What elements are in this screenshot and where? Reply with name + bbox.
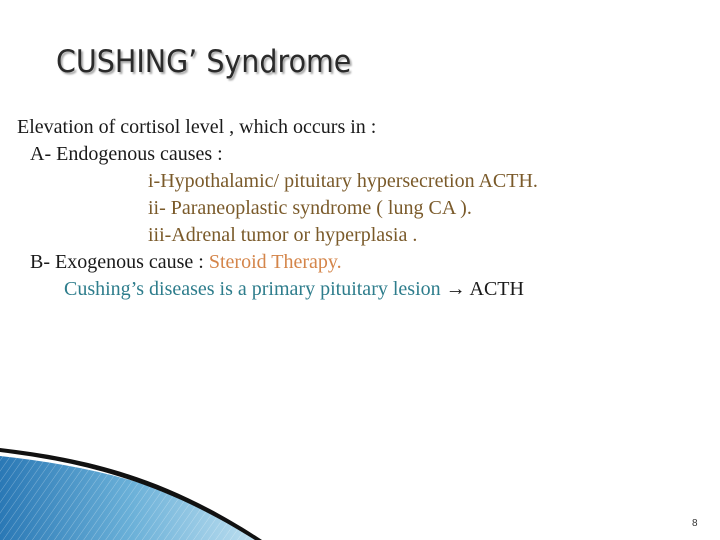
endogenous-item-2: ii- Paraneoplastic syndrome ( lung CA ). <box>148 197 472 219</box>
endogenous-heading: A- Endogenous causes : <box>30 143 223 165</box>
intro-line: Elevation of cortisol level , which occurs in : <box>17 116 377 138</box>
note-end: ACTH <box>465 278 524 300</box>
exogenous-heading: B- Exogenous cause : <box>30 251 209 273</box>
exogenous-value: Steroid Therapy. <box>208 251 342 273</box>
arrow-icon: → <box>445 278 466 300</box>
note-text: Cushing’s diseases is a primary pituitary lesion <box>64 278 446 300</box>
page-number: 8 <box>692 518 698 529</box>
endogenous-item-3: iii-Adrenal tumor or hyperplasia . <box>148 224 418 246</box>
endogenous-item-1: i-Hypothalamic/ pituitary hypersecretion ACTH. <box>148 170 538 192</box>
slide-title: CUSHING’ Syndrome <box>56 44 352 80</box>
